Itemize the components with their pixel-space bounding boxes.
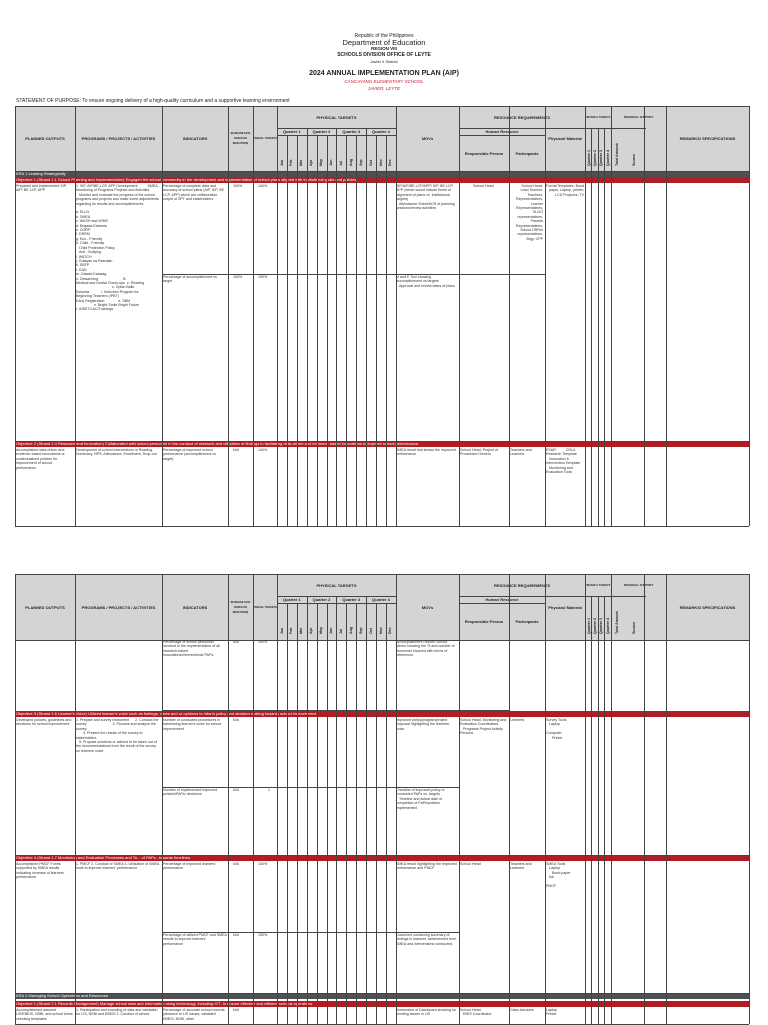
grid-line [346, 603, 347, 1024]
programs-cell: 1. Participation and encoding of data and validation for LIS, NSBI and EBEIS 2. Conduct of school [76, 1008, 158, 1017]
grid-line [591, 128, 592, 526]
baseline-cell: N/A [233, 933, 239, 937]
region-label: REGION VIII [371, 46, 397, 51]
month-label: Jun [329, 627, 333, 634]
month-label: Apr [309, 627, 314, 634]
grid-line [75, 574, 76, 1024]
baseline-cell: N/A [233, 448, 239, 452]
target-cell: 1 [268, 788, 270, 792]
material-cell: Laptop Printer [546, 1008, 557, 1017]
grid-line [459, 574, 460, 1024]
indicator-cell: Percentage of improved school performance (accomplishment vs target) [163, 448, 216, 461]
grid-line [509, 574, 510, 1024]
material-cell: Survey Tools Laptop Computer Printer [546, 718, 567, 740]
month-label: Aug [348, 159, 353, 166]
grid-line [459, 128, 585, 129]
grid-line [277, 106, 278, 526]
col-header-physical-material: Physical/ Material [548, 136, 582, 141]
col-header-financial-support: FINANCIAL SUPPORT [623, 114, 654, 119]
grid-line [545, 574, 546, 1024]
objective-band: Objective 4 (Strand 1.7 Monitoring and Evaluation Processes and To... of PAPs...towards timelines [15, 855, 749, 861]
financial-quarter-label: Quarter 4 [605, 618, 610, 634]
grid-line [585, 574, 586, 1024]
indicator-cell: Percentage of utilized PMCF and SMEA results to improve learners' performance [163, 933, 227, 946]
division-label: SCHOOLS DIVISION OFFICE OF LEYTE [337, 52, 431, 58]
month-label: Nov [378, 627, 383, 634]
financial-quarter-label: Quarter 4 [605, 150, 610, 166]
grid-line [15, 526, 749, 527]
grid-line [15, 993, 749, 994]
grid-line [611, 574, 612, 1024]
col-header-human-resource: Human Resource [485, 129, 519, 134]
indicator-cell: Percentage of accurate school records (absence of LIS issues; validated EBEIS, NSBI, other [163, 1008, 225, 1021]
school-name: CANCAYANG ELEMENTARY SCHOOL [344, 79, 424, 84]
responsible-cell: School Head [460, 862, 481, 866]
month-label: Mar [299, 159, 304, 166]
grid-line [327, 135, 328, 526]
grid-line [253, 106, 254, 526]
grid-line [307, 596, 308, 603]
grid-line [366, 135, 367, 526]
grid-line [317, 135, 318, 526]
objective-band: Objective 3 (Strand 1.6 Learner's Voice) Utilized learner's voice such as feelings, views and or opinions to inform policy and decision making towards school improvement [15, 711, 749, 717]
col-header-responsible: Responsible Person [464, 619, 504, 624]
grid-line [297, 603, 298, 1024]
grid-line [297, 135, 298, 526]
target-cell: 100% [258, 448, 268, 452]
material-cell: ESAR CRLA Research Template Innovation & Intervention Template Monitoring and Evaluation Tools [546, 448, 581, 475]
mov-cell: Screenshot of Dashboard showing no pending issues in LIS [396, 1008, 456, 1017]
grid-line [386, 603, 387, 1024]
month-label: Feb [289, 627, 294, 634]
grid-line [666, 574, 667, 1024]
grid-line [598, 128, 599, 526]
quarter-label: Quarter 4 [372, 597, 390, 602]
kra-band: KRA 2 Managing School Operations and Resources [15, 993, 749, 999]
grid-line [287, 603, 288, 1024]
grid-line [396, 574, 397, 1024]
month-label: Dec [388, 627, 393, 634]
grid-line [277, 574, 278, 1024]
grid-line [459, 603, 545, 604]
grid-line [585, 106, 586, 526]
col-header-planned-outputs: PLANNED OUTPUTS [25, 604, 65, 610]
grid-line [307, 603, 308, 1024]
planned-output-cell: Accomplished PMCF Forms supported by SMEA results indicating increase of learners' performance [16, 862, 65, 880]
month-label: Jul [338, 628, 343, 634]
grid-line [604, 596, 605, 1024]
grid-line [336, 128, 337, 135]
col-header-physical-targets: PHYSICAL TARGETS [316, 114, 357, 120]
grid-line [376, 603, 377, 1024]
planned-output-cell: Prepared and implemented SIP, AIP/ BE LCP, APP [16, 184, 67, 193]
grid-line [459, 106, 460, 526]
grid-line [327, 603, 328, 1024]
col-header-annual-targets: ANNUAL TARGETS [253, 137, 277, 140]
col-header-resource-requirements: RESOURCE REQUIREMENTS [493, 114, 550, 120]
month-label: Apr [309, 159, 314, 166]
material-cell: SMEA Tools Laptop Bond paper Ink PMCF [546, 862, 571, 889]
responsible-cell: School Head EMIS Coordinator [460, 1008, 492, 1017]
programs-cell: 1. Prepare and survey instrument 2. Conduct the survey 3. Process and analyze the survey 4. Present the results of the survey to stakeholders 5. Propose solutions or actions to be taken out of the recommendations from the result of the survey on learners voice [76, 718, 159, 753]
grid-line [15, 106, 749, 107]
grid-line [336, 135, 337, 526]
col-header-financial-targets: FINANCIAL TARGETS [585, 115, 611, 119]
grid-line [336, 596, 337, 603]
col-header-programs: PROGRAMS / PROJECTS / ACTIVITIES [81, 136, 156, 141]
grid-line [15, 855, 749, 856]
school-location: JAVIER, LEYTE [367, 86, 401, 91]
month-label: Dec [388, 159, 393, 166]
mov-cell: SMEA result highlighting the improved performance and PMCF [396, 862, 457, 871]
target-cell: 100% [258, 275, 268, 279]
col-header-planned-outputs: PLANNED OUTPUTS [25, 136, 65, 141]
indicator-cell: Percentage of complete data and accuracy of school plans (AIP, SIP, BE LCP, APP) which are collaborative output of SPT and stakeholders [163, 184, 224, 202]
grid-line [459, 135, 545, 136]
mov-cell: Accomplishment Report/ School Memo showing the % and number of personnel involved with terms of references. [396, 640, 455, 658]
indicator-cell: Number of conducted procedures in harnessing learner's voice for school improvement [163, 718, 222, 731]
quarter-label: Quarter 1 [282, 129, 301, 134]
month-label: Oct [368, 160, 373, 166]
deped-label: Department of Education [342, 38, 426, 47]
mov-cell: Document containing summary of findings in learners' achievement from SMEA and interventions conducted. [396, 933, 457, 946]
grid-line [75, 106, 76, 526]
mov-cell: SIP/AIP/BE-LCP/APP/ SIP, BE LCP, APP (which would include items of alignment of plans vs. institutional targets) Attendance Sheet/ACR of planning sessions/review activities [396, 184, 455, 211]
programs-cell: 1. PMCF 2. Conduct of SMEA 3. Utilization of SMEA tools to improve learners' performance [76, 862, 160, 871]
col-header-indicators: INDICATORS [182, 136, 208, 141]
target-cell: 100% [258, 640, 268, 644]
grid-line [591, 596, 592, 1024]
quarter-label: Quarter 2 [312, 597, 331, 602]
baseline-cell: N/A [233, 788, 239, 792]
grid-line [15, 574, 749, 575]
grid-line [459, 596, 585, 597]
grid-line [162, 787, 459, 788]
grid-line [162, 932, 459, 933]
responsible-cell: School Head, Project of Proceeded Owners [460, 448, 498, 457]
month-label: Jul [338, 160, 343, 166]
document-title: 2024 ANNUAL IMPLEMENTATION PLAN (AIP) [309, 70, 459, 77]
col-header-programs: PROGRAMS / PROJECTS / ACTIVITIES [81, 604, 156, 610]
col-header-resource-requirements: RESOURCE REQUIREMENTS [493, 582, 550, 588]
month-label: Feb [289, 159, 294, 166]
month-label: Nov [378, 159, 383, 166]
col-header-physical-material: Physical/ Material [548, 604, 582, 610]
indicator-cell: Percentage of school personnel involved in the implementation of all research-based innovations/interventions/ PAPs [163, 640, 220, 658]
mov-cell: SMEA result that shows the improved performance [396, 448, 456, 457]
grid-line [585, 128, 646, 129]
grid-line [162, 574, 163, 1024]
col-header-baseline: (BASELINE DATA BASED ON INDICATORS) [230, 600, 251, 614]
planned-output-cell: Developed policies, guidelines and decisions for school improvement [16, 718, 72, 727]
grid-line [644, 574, 645, 1024]
mov-cell: Improved policy/program/project proposal highlighting the learners' voice [396, 718, 450, 731]
col-header-participants: Participants [515, 619, 539, 624]
district-label: Javier II District [370, 59, 398, 64]
grid-line [15, 441, 749, 442]
baseline-cell: N/A [233, 1008, 239, 1012]
grid-line [253, 574, 254, 1024]
col-header-financial-targets: FINANCIAL TARGETS [585, 583, 611, 587]
grid-line [162, 106, 163, 526]
col-header-remarks: REMARKS/ SPECIFICATIONS [679, 604, 736, 610]
grid-line [604, 128, 605, 526]
grid-line [162, 274, 545, 275]
month-label: May [319, 159, 324, 166]
baseline-cell: 100% [233, 275, 243, 279]
month-label: Jan [279, 627, 284, 634]
month-label: May [319, 627, 324, 634]
col-header-source: Source [632, 153, 636, 166]
grid-line [356, 603, 357, 1024]
grid-line [666, 106, 667, 526]
col-header-movs: MOVs [421, 136, 434, 141]
participants-cell: Learners [510, 718, 525, 722]
participants-cell: Class Advisers [510, 1008, 534, 1012]
baseline-cell: N/A [233, 640, 239, 644]
participants-cell: Teachers and Learners [510, 862, 532, 871]
planned-output-cell: Accomplished data-driven and evidence-based innovations or contextualized policies for improvement of school performance. [16, 448, 65, 470]
grid-line [15, 106, 16, 526]
grid-line [749, 574, 750, 1024]
grid-line [749, 106, 750, 526]
quarter-label: Quarter 4 [372, 129, 390, 134]
financial-quarter-label: Quarter 1 [586, 618, 591, 634]
participants-cell: School Head, Lead Teacher, Teachers, Representatives, Learner Representatives, SLGO representatives, Parents Representatives, School DRRm representatives, Brgy. CPP [516, 184, 543, 241]
programs-cell: 1. SIP, AIP/BE-LCP, APP Development SMEA-Monitoring of Programs Projects and Activities Monitor and evaluate the progress of the school programs and projects and make some adjustments regarding its results and accomplishments. a. ELLN b. SMEA c. WASH and WINS d. Brigada Eskwela e. DORP f. DRRM g. Eco - Friendly h. Child - Friendly Child Protection Policy Anti - Bullying i. WATCH j. Gulayan sa Paaralan k. SBFP l. GAD m. Gawad Kalasag n. Dewarming B. Medical and Dental Check-ups c. Reading c. Oplan Balik Eskwela i. Induction Program for Beginning Teachers (IPBT) Early Registration e. SBM e. Bright Smile Bright Future r. INSET/LAC/Trainings [76, 184, 159, 312]
grid-line [611, 106, 612, 526]
financial-quarter-label: Quarter 2 [592, 150, 597, 166]
quarter-label: Quarter 3 [342, 129, 361, 134]
grid-line [598, 596, 599, 1024]
objective-band: Objective 2 (Strand 1.4 Research and Innovation) Collaborated with school personnel in the conduct of research and utilization of findings in facilitating data-driven and evidence-based innovations to improve school performance. [15, 441, 749, 447]
grid-line [307, 128, 308, 135]
programs-cell: Development of school interventions in Reading, Numeracy, NPS, Attendance, Enrollment, Drop-out [76, 448, 157, 457]
grid-line [376, 135, 377, 526]
col-header-financial-support: FINANCIAL SUPPORT [623, 582, 654, 587]
grid-line [366, 128, 367, 135]
grid-line [366, 596, 367, 603]
grid-line [585, 596, 646, 597]
col-header-physical-targets: PHYSICAL TARGETS [316, 582, 357, 588]
col-header-indicators: INDICATORS [182, 604, 208, 610]
indicator-cell: Percentage of accomplishment vs target [163, 275, 217, 284]
republic-label: Republic of the Philippines [354, 33, 414, 39]
quarter-label: Quarter 3 [342, 597, 361, 602]
month-label: Sep [358, 627, 363, 634]
baseline-cell: N/A [233, 718, 239, 722]
objective-band: Objective 1 (Strand 1.1 School Planning and Implementation) Engaged the school community in the development and implementation of school plans aligned with institutional goals and policies. [15, 177, 749, 183]
grid-line [366, 603, 367, 1024]
participants-cell: Teachers and Learners [510, 448, 532, 457]
quarter-label: Quarter 2 [312, 129, 331, 134]
grid-line [356, 135, 357, 526]
grid-line [317, 603, 318, 1024]
grid-line [287, 135, 288, 526]
table-header-page1 [0, 106, 768, 171]
grid-line [162, 710, 509, 711]
month-label: Jan [279, 159, 284, 166]
grid-line [396, 106, 397, 526]
col-header-human-resource: Human Resource [485, 597, 519, 602]
table-header-page2 [0, 574, 768, 640]
col-header-source: Source [632, 621, 636, 634]
grid-line [509, 106, 510, 526]
grid-line [386, 135, 387, 526]
col-header-total-amount: Total Amount [615, 143, 619, 166]
col-header-total-amount: Total Amount [615, 611, 619, 634]
col-header-participants: Participants [515, 150, 539, 156]
month-label: Mar [299, 627, 304, 634]
month-label: Oct [368, 628, 373, 634]
month-label: Jun [329, 159, 333, 166]
month-label: Aug [348, 627, 353, 634]
planned-output-cell: Accomplishment assured LIS/EBEIS, NSBI, and school forms checking templates [16, 1008, 73, 1021]
month-label: Sep [358, 159, 363, 166]
grid-line [15, 171, 749, 172]
col-header-responsible: Responsible Person [464, 150, 504, 156]
statement-of-purpose: STATEMENT OF PURPOSE: To ensure ongoing delivery of a high-quality curriculum and a supportive learning environment [16, 98, 290, 104]
baseline-cell: N/A [233, 862, 239, 866]
target-cell: 100% [258, 184, 268, 188]
kra-band: KRA 1 Leading Strategically [15, 171, 749, 177]
financial-quarter-label: Quarter 3 [599, 618, 604, 634]
responsible-cell: School Head, Monitoring and Evaluation Coordinators Programs Project Activity Persons [460, 718, 507, 736]
mov-cell: Checklist of improved policy or conducted PAPs vs. targets Timeline and actual date of completion of PaPs/policies implemented. [396, 788, 445, 810]
grid-line [15, 574, 16, 1024]
financial-quarter-label: Quarter 2 [592, 618, 597, 634]
grid-line [307, 135, 308, 526]
objective-band: Objective 1 (Strand 2.1 Records Management) Manage school data and information using technology, including ICT, to ensure effective and efficient schools operations [15, 1001, 749, 1007]
grid-line [228, 106, 229, 526]
target-cell: 100% [258, 862, 268, 866]
grid-line [15, 640, 749, 641]
material-cell: Forms/Templates, Bond paper, Laptop, printer, LCD Projector, TV [546, 184, 584, 197]
col-header-baseline: (BASELINE DATA BASED ON INDICATORS) [230, 132, 251, 145]
financial-quarter-label: Quarter 3 [599, 150, 604, 166]
grid-line [545, 106, 546, 526]
indicator-cell: Number of implemented improved policies/PAPs/ decisions [163, 788, 218, 797]
grid-line [228, 574, 229, 1024]
financial-quarter-label: Quarter 1 [586, 150, 591, 166]
responsible-cell: School Head [473, 184, 494, 188]
grid-line [346, 135, 347, 526]
col-header-movs: MOVs [421, 604, 434, 610]
grid-line [644, 106, 645, 526]
mov-cell: M and E Tool showing accomplishment vs targets Approval and review dates of plans [396, 275, 455, 288]
quarter-label: Quarter 1 [282, 597, 301, 602]
baseline-cell: 100% [233, 184, 243, 188]
grid-line [336, 603, 337, 1024]
col-header-remarks: REMARKS/ SPECIFICATIONS [679, 136, 736, 141]
target-cell: 100% [258, 933, 268, 937]
col-header-annual-targets: ANNUAL TARGETS [253, 605, 277, 609]
indicator-cell: Percentage of improved learners' performance [163, 862, 216, 871]
